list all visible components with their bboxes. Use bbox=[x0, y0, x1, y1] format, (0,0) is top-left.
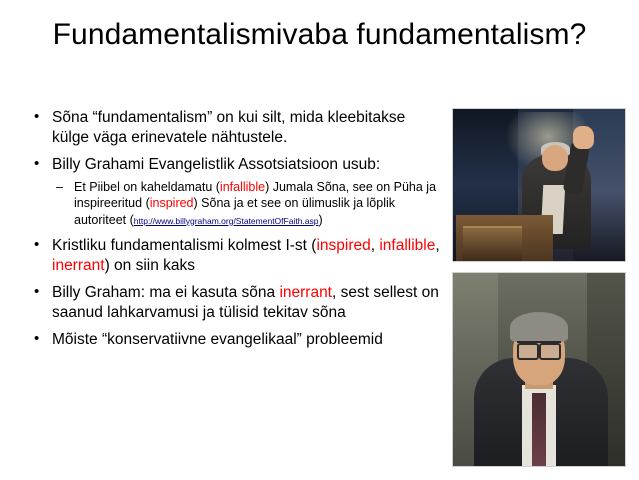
page-title: Fundamentalismivaba fundamentalism? bbox=[52, 18, 587, 51]
emphasis-infallible: infallible bbox=[379, 237, 436, 255]
emphasis-inerrant: inerrant bbox=[52, 256, 105, 274]
list-item bbox=[26, 108, 446, 147]
bullet-text-2: Billy Grahami Evangelistlik Assotsiatsioon usub: bbox=[52, 156, 381, 174]
bullet-text-4: Billy Graham: ma ei kasuta sõna inerrant, sest sellest on saanud lahkarvamusi ja tülisid tekitav sõna bbox=[52, 284, 439, 321]
list-item bbox=[26, 283, 446, 322]
bullet-list bbox=[26, 108, 446, 350]
list-item bbox=[26, 330, 446, 350]
emphasis-infallible: infallible bbox=[219, 179, 266, 194]
list-item bbox=[26, 155, 446, 228]
emphasis-inspired: inspired bbox=[316, 237, 371, 255]
bullet-glyph: • bbox=[34, 283, 40, 301]
bullet-glyph: • bbox=[34, 155, 40, 173]
bullet-glyph: • bbox=[34, 108, 40, 125]
statement-of-faith-link[interactable]: http://www.billygraham.org/StatementOfFaith.asp bbox=[133, 215, 319, 226]
dash-glyph: – bbox=[56, 179, 63, 194]
slide-body bbox=[26, 108, 446, 358]
emphasis-inerrant: inerrant bbox=[279, 284, 332, 302]
emphasis-inspired: inspired bbox=[149, 196, 194, 211]
bullet-text-3: Kristliku fundamentalismi kolmest I-st (inspired, infallible, inerrant) on siin kaks bbox=[52, 237, 440, 274]
sub-list-item bbox=[52, 179, 446, 229]
sub-bullet-list bbox=[52, 179, 446, 229]
sub-bullet-text: Et Piibel on kaheldamatu (infallible) Jumala Sõna, see on Püha ja inspireeritud (inspired) Sõna ja et see on ülimuslik ja lõplik autoriteet (http://www.billygraham.org/StatementOfFaith.asp) bbox=[74, 179, 437, 227]
photo-billy-graham-preaching bbox=[452, 108, 626, 262]
bullet-text-5: Mõiste “konservatiivne evangelikaal” probleemid bbox=[52, 331, 383, 349]
bullet-glyph: • bbox=[34, 236, 40, 254]
list-item bbox=[26, 236, 446, 275]
photo-man-in-suit bbox=[452, 272, 626, 467]
bullet-glyph: • bbox=[34, 330, 40, 348]
bullet-text-1: Sõna “fundamentalism” on kui silt, mida kleebitakse külge väga erinevatele nähtustele. bbox=[52, 109, 406, 146]
